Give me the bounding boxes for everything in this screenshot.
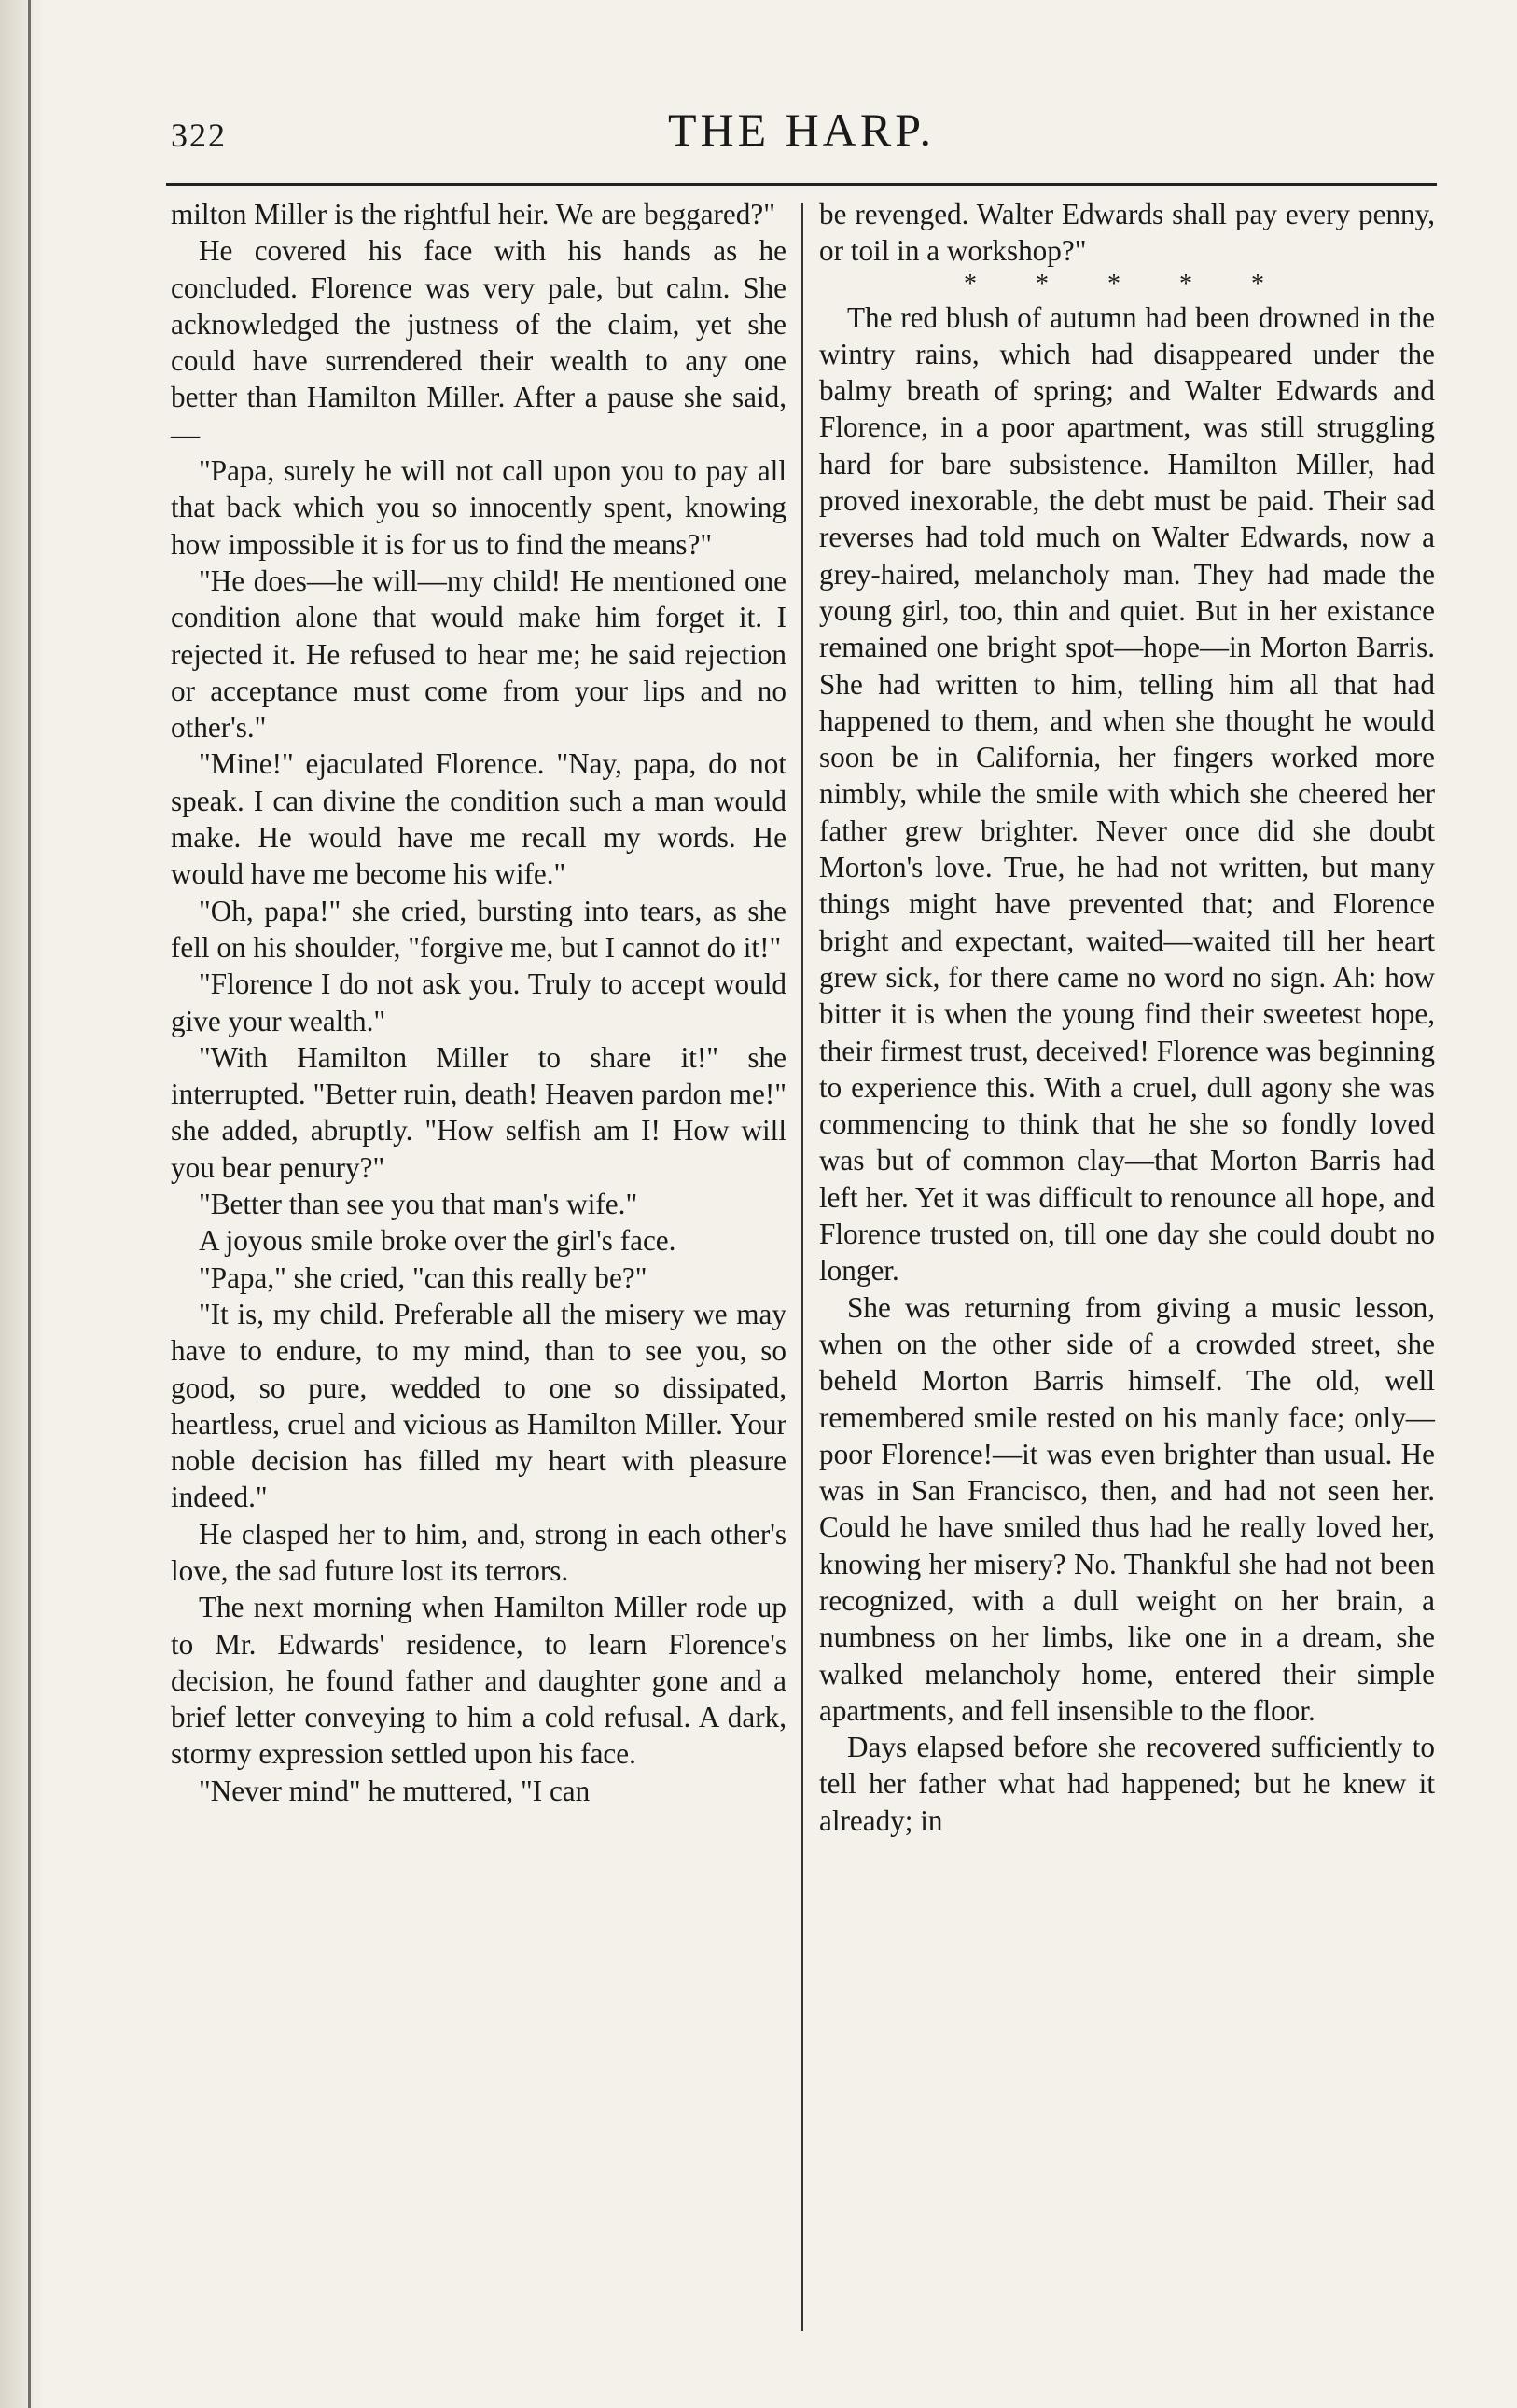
binding-rule: [28, 0, 31, 2408]
header-rule: [166, 183, 1437, 186]
paragraph: The red blush of autumn had been drowned in the wintry rains, which had disappeared under the balmy breath of spring; and Walter Edwards and Florence, in a poor apartment, was still struggling hard for bare subsistence. Hamilton Miller, had proved inexorable, the debt must be paid. Their sad reverses had told much on Walter Edwards, now a grey-haired, melancholy man. They had made the young girl, too, thin and quiet. But in her existance remained one bright spot—hope—in Morton Barris. She had written to him, telling him all that had happened to them, and when she thought he would soon be in California, her fingers worked more nimbly, while the smile with which she cheered her father grew brighter. Never once did she doubt Morton's love. True, he had not written, but many things might have prevented that; and Florence bright and expectant, waited—waited till her heart grew sick, for there came no word no sign. Ah: how bitter it is when the young find their sweetest hope, their firmest trust, deceived! Florence was beginning to experience this. With a cruel, dull agony she was commencing to think that he she so fondly loved was but of common clay—that Morton Barris had left her. Yet it was difficult to renounce all hope, and Florence trusted on, till one day she could doubt no longer.: [819, 300, 1435, 1288]
paragraph: "Mine!" ejaculated Florence. "Nay, papa, do not speak. I can divine the condition such a man would make. He would have me recall my words. He would have me become his wife.": [171, 747, 786, 891]
paragraph: "He does—he will—my child! He mentioned one condition alone that would make him forget it. I rejected it. He refused to hear me; he said rejection or acceptance must come from your lips and no other's.": [171, 564, 786, 745]
column-divider-rule: [801, 203, 803, 2331]
magazine-page: [166, 103, 1437, 1837]
paragraph: "Never mind" he muttered, "I can: [199, 1774, 591, 1807]
paragraph: "Florence I do not ask you. Truly to accept would give your wealth.": [171, 967, 786, 1037]
paragraph: "Oh, papa!" she cried, bursting into tears, as she fell on his shoulder, "forgive me, but I cannot do it!": [171, 894, 786, 964]
paragraph: "It is, my child. Preferable all the misery we may have to endure, to my mind, than to see you, so good, so pure, wedded to one so dissipated, heartless, cruel and vicious as Hamilton Miller. Your noble decision has filled my heart with pleasure indeed.": [171, 1297, 786, 1514]
running-title: THE HARP.: [667, 104, 936, 156]
left-column: [171, 196, 786, 1809]
paragraph: Days elapsed before she recovered sufficiently to tell her father what had happened; but he knew it already; in: [819, 1731, 1435, 1837]
page-number: 322: [171, 117, 227, 154]
paragraph: He clasped her to him, and, strong in each other's love, the sad future lost its terrors.: [171, 1517, 786, 1587]
section-break-asterisks: * * * * *: [964, 269, 1290, 299]
paragraph: The next morning when Hamilton Miller rode up to Mr. Edwards' residence, to learn Florence's decision, he found father and daughter gone and a brief letter conveying to him a cold refusal. A dark, stormy expression settled upon his face.: [171, 1591, 786, 1771]
paragraph: He covered his face with his hands as he concluded. Florence was very pale, but calm. She acknowledged the justness of the claim, yet she could have surrendered their wealth to any one better than Hamilton Miller. After a pause she said,—: [171, 234, 786, 451]
right-column: [819, 196, 1435, 1839]
page-binding-edge: [0, 0, 45, 2408]
paragraph: She was returning from giving a music lesson, when on the other side of a crowded street, she beheld Morton Barris himself. The old, well remembered smile rested on his manly face; only—poor Florence!—it was even brighter than usual. He was in San Francisco, then, and had not seen her. Could he have smiled thus had he really loved her, knowing her misery? No. Thankful she had not been recognized, with a dull weight on her brain, a numbness on her limbs, like one in a dream, she walked melancholy home, entered their simple apartments, and fell insensible to the floor.: [819, 1290, 1435, 1727]
paragraph: "Papa," she cried, "can this really be?": [199, 1260, 647, 1294]
paragraph: milton Miller is the rightful heir. We are beggared?": [171, 198, 775, 230]
paragraph: "With Hamilton Miller to share it!" she interrupted. "Better ruin, death! Heaven pardon me!" she added, abruptly. "How selfish am I! How will you bear penury?": [171, 1040, 786, 1184]
paragraph: "Better than see you that man's wife.": [199, 1188, 638, 1221]
page-header: [166, 103, 1437, 168]
paragraph: A joyous smile broke over the girl's face.: [199, 1224, 676, 1258]
paragraph: "Papa, surely he will not call upon you to pay all that back which you so innocently spent, knowing how impossible it is for us to find the means?": [171, 454, 786, 561]
paragraph: be revenged. Walter Edwards shall pay every penny, or toil in a workshop?": [819, 198, 1435, 268]
